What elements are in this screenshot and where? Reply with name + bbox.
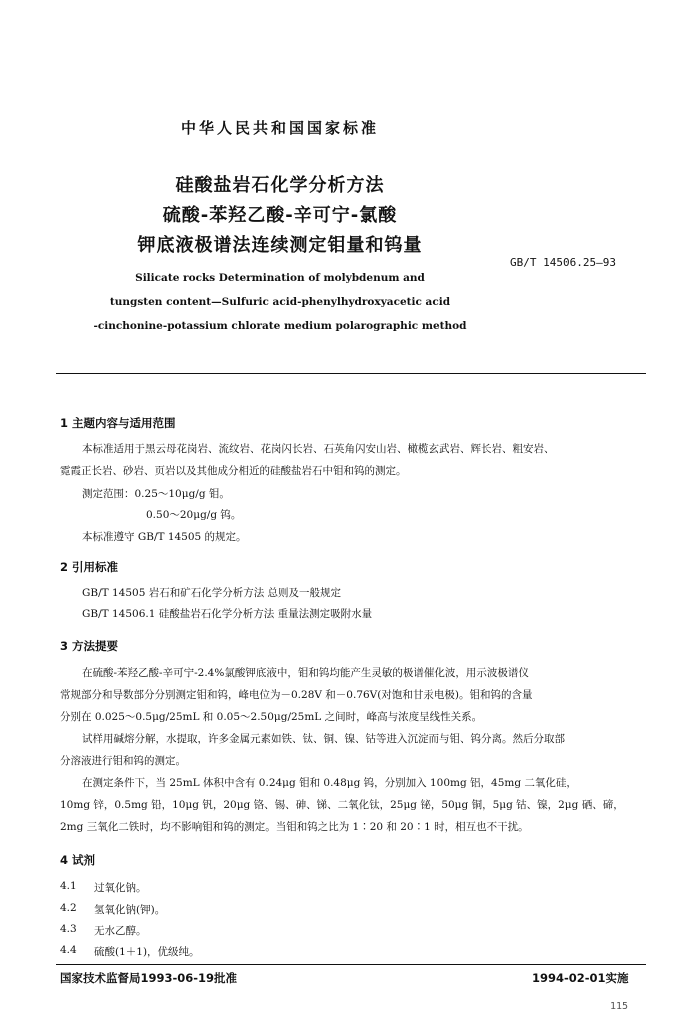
section-1-heading: 1 主题内容与适用范围	[60, 416, 176, 430]
english-title-line-2: tungsten content—Sulfuric acid-phenylhydroxyacetic acid	[109, 296, 451, 308]
section-3-line: 在硫酸-苯羟乙酸-辛可宁-2.4%氯酸钾底液中，钼和钨均能产生灵敏的极谱催化波，用示波极谱仪	[82, 667, 529, 679]
english-title-line-1: Silicate rocks Determination of molybdenum and	[135, 272, 425, 284]
section-1-line: 0.50～20μg/g 钨。	[146, 509, 242, 521]
section-3-line: 2mg 三氧化二铁时，均不影响钼和钨的测定。当钼和钨之比为 1∶20 和 20∶1 时，相互也不干扰。	[60, 821, 529, 833]
section-3-line: 在测定条件下，当 25mL 体积中含有 0.24μg 钼和 0.48μg 钨，分别加入 100mg 铝，45mg 二氧化硅，	[82, 777, 577, 789]
standard-code: GB/T 14506.25—93	[510, 256, 616, 269]
approval-date: 国家技术监督局1993-06-19批准	[60, 971, 238, 985]
title-line-2: 硫酸-苯羟乙酸-辛可宁-氯酸	[162, 205, 398, 226]
reagent-item-number: 4.1	[60, 880, 77, 892]
section-1-line: 霓霞正长岩、砂岩、页岩以及其他成分相近的硅酸盐岩石中钼和钨的测定。	[60, 465, 407, 477]
reference-standard: GB/T 14505 岩石和矿石化学分析方法 总则及一般规定	[82, 587, 342, 599]
footer-divider	[56, 964, 646, 965]
page-number: 115	[610, 1001, 629, 1012]
section-4-heading: 4 试剂	[60, 853, 96, 867]
section-3-line: 常规部分和导数部分分别测定钼和钨，峰电位为－0.28V 和－0.76V(对饱和甘汞电极)。钼和钨的含量	[60, 689, 533, 701]
section-3-line: 10mg 锌，0.5mg 铅，10μg 钒，20μg 铬、锡、砷、锑、二氧化钛，25μg 铋，50μg 铜，5μg 钴、镍，2μg 硒、碲，	[60, 799, 624, 811]
reagent-item-number: 4.4	[60, 944, 77, 956]
english-title-line-3: -cinchonine-potassium chlorate medium polarographic method	[93, 320, 467, 332]
section-1-line: 本标准适用于黑云母花岗岩、流纹岩、花岗闪长岩、石英角闪安山岩、橄榄玄武岩、辉长岩、粗安岩、	[82, 443, 555, 455]
section-3-line: 试样用碱熔分解，水提取，许多金属元素如铁、钛、铜、镍、钴等进入沉淀而与钼、钨分离。然后分取部	[82, 733, 565, 745]
reagent-item-text: 无水乙醇。	[94, 925, 147, 937]
reagent-item-text: 硫酸(1＋1)，优级纯。	[94, 946, 200, 958]
header-divider	[56, 373, 646, 374]
reagent-item-text: 氢氧化钠(钾)。	[94, 904, 166, 916]
section-2-heading: 2 引用标准	[60, 560, 119, 574]
section-1-line: 本标准遵守 GB/T 14505 的规定。	[82, 531, 247, 543]
reagent-item-text: 过氧化钠。	[94, 882, 147, 894]
section-3-heading: 3 方法提要	[60, 639, 119, 653]
reference-standard: GB/T 14506.1 硅酸盐岩石化学分析方法 重量法测定吸附水量	[82, 608, 373, 620]
title-line-1: 硅酸盐岩石化学分析方法	[175, 175, 385, 196]
section-1-line: 测定范围：0.25～10μg/g 钼。	[82, 488, 230, 500]
national-standard-heading: 中华人民共和国国家标准	[180, 119, 379, 137]
section-3-line: 分溶液进行钼和钨的测定。	[60, 755, 186, 767]
section-3-line: 分别在 0.025～0.5μg/25mL 和 0.05～2.50μg/25mL 之间时，峰高与浓度呈线性关系。	[60, 711, 483, 723]
reagent-item-number: 4.2	[60, 902, 77, 914]
implementation-date: 1994-02-01实施	[532, 971, 629, 985]
title-line-3: 钾底液极谱法连续测定钼量和钨量	[137, 235, 423, 256]
reagent-item-number: 4.3	[60, 923, 77, 935]
